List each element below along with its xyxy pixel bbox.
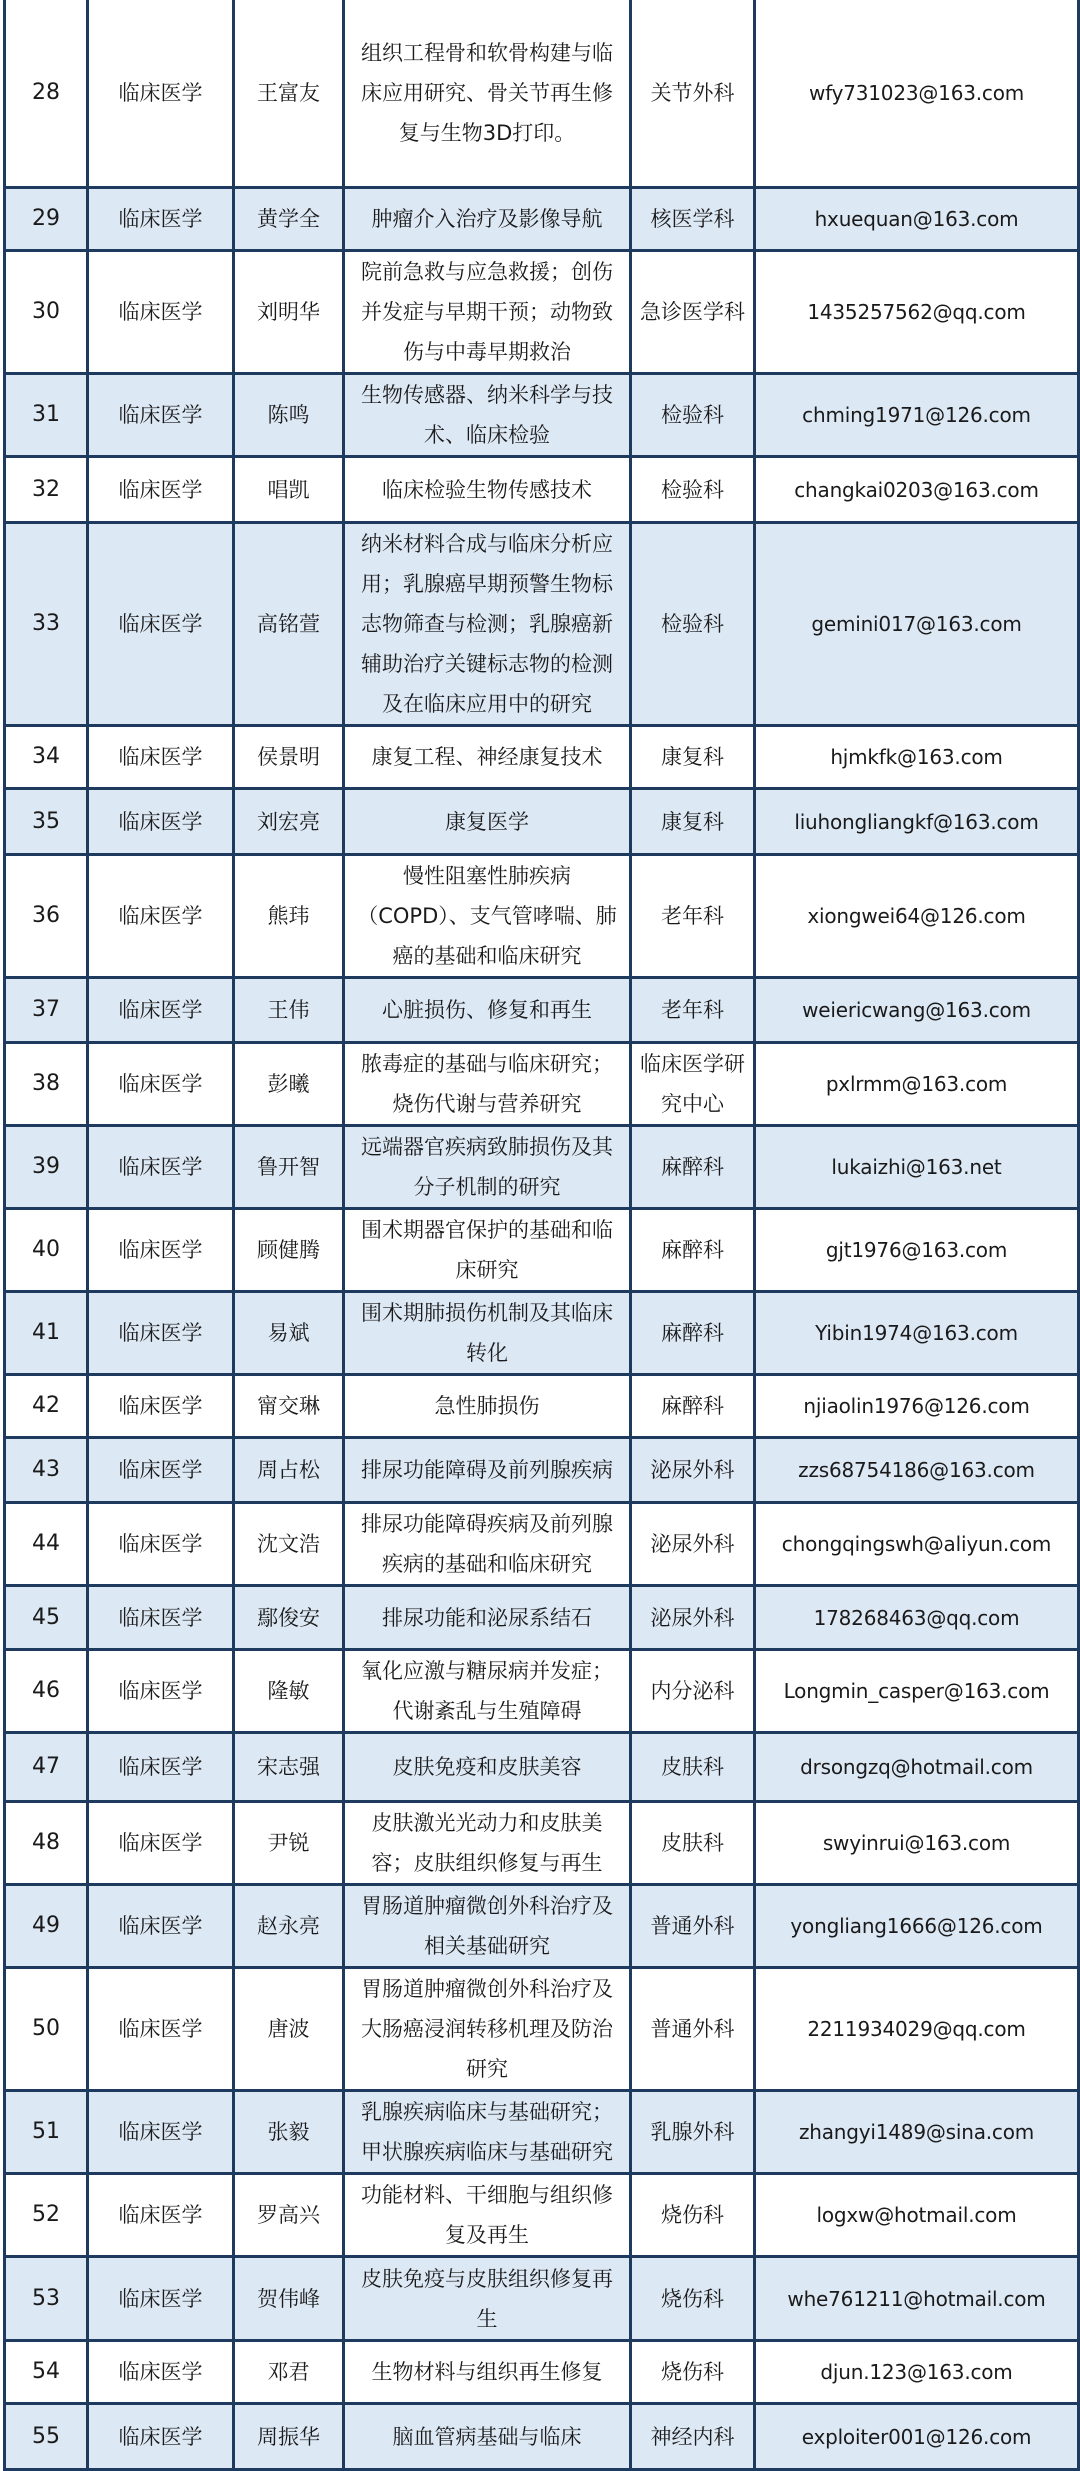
table-row [5,1292,1079,1375]
table-row [5,2257,1079,2341]
row-number: 36 [5,855,88,978]
research-topic-cell: 康复医学 [344,789,631,855]
table-row [5,1043,1079,1126]
department-cell: 老年科 [631,855,755,978]
discipline-cell: 临床医学 [88,0,234,188]
discipline-cell: 临床医学 [88,1503,234,1586]
name-cell: 陈鸣 [234,374,344,457]
research-topic-cell: 功能材料、干细胞与组织修复及再生 [344,2174,631,2257]
discipline-cell: 临床医学 [88,1650,234,1733]
name-cell: 周占松 [234,1438,344,1503]
email-cell[interactable]: 1435257562@qq.com [755,251,1079,374]
row-number: 52 [5,2174,88,2257]
row-number: 35 [5,789,88,855]
name-cell: 赵永亮 [234,1885,344,1968]
row-number: 53 [5,2257,88,2341]
email-cell[interactable]: exploiter001@126.com [755,2404,1079,2470]
name-cell: 王富友 [234,0,344,188]
research-topic-cell: 肿瘤介入治疗及影像导航 [344,188,631,251]
department-cell: 烧伤科 [631,2174,755,2257]
name-cell: 沈文浩 [234,1503,344,1586]
table-row [5,855,1079,978]
research-topic-cell: 排尿功能障碍疾病及前列腺疾病的基础和临床研究 [344,1503,631,1586]
name-cell: 彭曦 [234,1043,344,1126]
department-cell: 老年科 [631,978,755,1043]
discipline-cell: 临床医学 [88,523,234,726]
row-number: 55 [5,2404,88,2470]
discipline-cell: 临床医学 [88,1968,234,2091]
department-cell: 内分泌科 [631,1650,755,1733]
research-topic-cell: 急性肺损伤 [344,1375,631,1438]
email-cell[interactable]: pxlrmm@163.com [755,1043,1079,1126]
research-topic-cell: 排尿功能和泌尿系结石 [344,1586,631,1650]
research-topic-cell: 皮肤免疫和皮肤美容 [344,1733,631,1802]
email-cell[interactable]: gjt1976@163.com [755,1209,1079,1292]
name-cell: 贺伟峰 [234,2257,344,2341]
department-cell: 普通外科 [631,1968,755,2091]
table-row [5,523,1079,726]
research-topic-cell: 脑血管病基础与临床 [344,2404,631,2470]
researcher-table [3,0,1080,2471]
research-topic-cell: 围术期器官保护的基础和临床研究 [344,1209,631,1292]
discipline-cell: 临床医学 [88,1586,234,1650]
name-cell: 鄢俊安 [234,1586,344,1650]
table-row [5,789,1079,855]
researcher-table-container [3,0,1077,2471]
department-cell: 检验科 [631,457,755,523]
research-topic-cell: 组织工程骨和软骨构建与临床应用研究、骨关节再生修复与生物3D打印。 [344,0,631,188]
table-row [5,1650,1079,1733]
row-number: 42 [5,1375,88,1438]
name-cell: 甯交琳 [234,1375,344,1438]
research-topic-cell: 康复工程、神经康复技术 [344,726,631,789]
discipline-cell: 临床医学 [88,855,234,978]
table-row [5,1586,1079,1650]
department-cell: 皮肤科 [631,1802,755,1885]
name-cell: 侯景明 [234,726,344,789]
name-cell: 易斌 [234,1292,344,1375]
email-cell[interactable]: 178268463@qq.com [755,1586,1079,1650]
row-number: 34 [5,726,88,789]
research-topic-cell: 临床检验生物传感技术 [344,457,631,523]
department-cell: 泌尿外科 [631,1438,755,1503]
discipline-cell: 临床医学 [88,1802,234,1885]
name-cell: 鲁开智 [234,1126,344,1209]
department-cell: 麻醉科 [631,1209,755,1292]
department-cell: 麻醉科 [631,1292,755,1375]
email-cell[interactable]: zhangyi1489@sina.com [755,2091,1079,2174]
name-cell: 黄学全 [234,188,344,251]
department-cell: 麻醉科 [631,1375,755,1438]
row-number: 44 [5,1503,88,1586]
row-number: 47 [5,1733,88,1802]
table-row [5,0,1079,188]
table-row [5,1503,1079,1586]
name-cell: 熊玮 [234,855,344,978]
row-number: 41 [5,1292,88,1375]
table-row [5,726,1079,789]
row-number: 30 [5,251,88,374]
email-cell[interactable]: njiaolin1976@126.com [755,1375,1079,1438]
department-cell: 核医学科 [631,188,755,251]
name-cell: 罗高兴 [234,2174,344,2257]
discipline-cell: 临床医学 [88,374,234,457]
name-cell: 王伟 [234,978,344,1043]
research-topic-cell: 慢性阻塞性肺疾病（COPD）、支气管哮喘、肺癌的基础和临床研究 [344,855,631,978]
email-cell[interactable]: weiericwang@163.com [755,978,1079,1043]
discipline-cell: 临床医学 [88,2174,234,2257]
discipline-cell: 临床医学 [88,1733,234,1802]
name-cell: 宋志强 [234,1733,344,1802]
email-cell[interactable]: yongliang1666@126.com [755,1885,1079,1968]
name-cell: 邓君 [234,2341,344,2404]
table-row [5,1126,1079,1209]
table-row [5,2174,1079,2257]
row-number: 43 [5,1438,88,1503]
email-cell[interactable]: 2211934029@qq.com [755,1968,1079,2091]
row-number: 50 [5,1968,88,2091]
department-cell: 临床医学研究中心 [631,1043,755,1126]
research-topic-cell: 氧化应激与糖尿病并发症；代谢紊乱与生殖障碍 [344,1650,631,1733]
research-topic-cell: 脓毒症的基础与临床研究；烧伤代谢与营养研究 [344,1043,631,1126]
research-topic-cell: 排尿功能障碍及前列腺疾病 [344,1438,631,1503]
table-row [5,978,1079,1043]
table-row [5,1375,1079,1438]
discipline-cell: 临床医学 [88,251,234,374]
row-number: 39 [5,1126,88,1209]
department-cell: 检验科 [631,523,755,726]
table-row [5,2091,1079,2174]
email-cell[interactable]: chongqingswh@aliyun.com [755,1503,1079,1586]
email-cell[interactable]: Longmin_casper@163.com [755,1650,1079,1733]
name-cell: 顾健腾 [234,1209,344,1292]
department-cell: 麻醉科 [631,1126,755,1209]
table-row [5,457,1079,523]
email-cell[interactable]: Yibin1974@163.com [755,1292,1079,1375]
email-cell[interactable]: chming1971@126.com [755,374,1079,457]
discipline-cell: 临床医学 [88,978,234,1043]
discipline-cell: 临床医学 [88,1126,234,1209]
department-cell: 急诊医学科 [631,251,755,374]
discipline-cell: 临床医学 [88,1292,234,1375]
table-row [5,1438,1079,1503]
row-number: 46 [5,1650,88,1733]
discipline-cell: 临床医学 [88,2257,234,2341]
email-cell[interactable]: whe761211@hotmail.com [755,2257,1079,2341]
table-row [5,1968,1079,2091]
research-topic-cell: 心脏损伤、修复和再生 [344,978,631,1043]
table-row [5,374,1079,457]
table-row [5,1802,1079,1885]
name-cell: 尹锐 [234,1802,344,1885]
research-topic-cell: 纳米材料合成与临床分析应用；乳腺癌早期预警生物标志物筛查与检测；乳腺癌新辅助治疗关键标志物的检测及在临床应用中的研究 [344,523,631,726]
email-cell[interactable]: changkai0203@163.com [755,457,1079,523]
row-number: 54 [5,2341,88,2404]
table-row [5,1885,1079,1968]
name-cell: 刘宏亮 [234,789,344,855]
name-cell: 唐波 [234,1968,344,2091]
email-cell[interactable]: gemini017@163.com [755,523,1079,726]
department-cell: 乳腺外科 [631,2091,755,2174]
row-number: 45 [5,1586,88,1650]
table-row [5,1733,1079,1802]
table-body [5,0,1079,2470]
email-cell[interactable]: drsongzq@hotmail.com [755,1733,1079,1802]
department-cell: 神经内科 [631,2404,755,2470]
discipline-cell: 临床医学 [88,1885,234,1968]
email-cell[interactable]: swyinrui@163.com [755,1802,1079,1885]
department-cell: 泌尿外科 [631,1586,755,1650]
research-topic-cell: 胃肠道肿瘤微创外科治疗及相关基础研究 [344,1885,631,1968]
discipline-cell: 临床医学 [88,457,234,523]
discipline-cell: 临床医学 [88,2404,234,2470]
email-cell[interactable]: djun.123@163.com [755,2341,1079,2404]
table-row [5,188,1079,251]
discipline-cell: 临床医学 [88,1438,234,1503]
department-cell: 康复科 [631,726,755,789]
department-cell: 检验科 [631,374,755,457]
discipline-cell: 临床医学 [88,1375,234,1438]
department-cell: 普通外科 [631,1885,755,1968]
research-topic-cell: 胃肠道肿瘤微创外科治疗及大肠癌浸润转移机理及防治研究 [344,1968,631,2091]
email-cell[interactable]: hxuequan@163.com [755,188,1079,251]
discipline-cell: 临床医学 [88,188,234,251]
row-number: 40 [5,1209,88,1292]
row-number: 28 [5,0,88,188]
department-cell: 关节外科 [631,0,755,188]
discipline-cell: 临床医学 [88,1043,234,1126]
row-number: 51 [5,2091,88,2174]
research-topic-cell: 生物材料与组织再生修复 [344,2341,631,2404]
department-cell: 康复科 [631,789,755,855]
row-number: 48 [5,1802,88,1885]
discipline-cell: 临床医学 [88,1209,234,1292]
row-number: 31 [5,374,88,457]
discipline-cell: 临床医学 [88,2091,234,2174]
name-cell: 隆敏 [234,1650,344,1733]
row-number: 49 [5,1885,88,1968]
table-row [5,2341,1079,2404]
research-topic-cell: 围术期肺损伤机制及其临床转化 [344,1292,631,1375]
name-cell: 刘明华 [234,251,344,374]
department-cell: 烧伤科 [631,2341,755,2404]
table-row [5,1209,1079,1292]
department-cell: 皮肤科 [631,1733,755,1802]
discipline-cell: 临床医学 [88,2341,234,2404]
research-topic-cell: 皮肤激光光动力和皮肤美容；皮肤组织修复与再生 [344,1802,631,1885]
research-topic-cell: 远端器官疾病致肺损伤及其分子机制的研究 [344,1126,631,1209]
department-cell: 烧伤科 [631,2257,755,2341]
row-number: 32 [5,457,88,523]
discipline-cell: 临床医学 [88,789,234,855]
name-cell: 张毅 [234,2091,344,2174]
email-cell[interactable]: logxw@hotmail.com [755,2174,1079,2257]
email-cell[interactable]: xiongwei64@126.com [755,855,1079,978]
table-row [5,251,1079,374]
research-topic-cell: 皮肤免疫与皮肤组织修复再生 [344,2257,631,2341]
row-number: 38 [5,1043,88,1126]
table-row [5,2404,1079,2470]
research-topic-cell: 生物传感器、纳米科学与技术、临床检验 [344,374,631,457]
name-cell: 高铭萱 [234,523,344,726]
row-number: 33 [5,523,88,726]
research-topic-cell: 院前急救与应急救援；创伤并发症与早期干预；动物致伤与中毒早期救治 [344,251,631,374]
row-number: 29 [5,188,88,251]
email-cell[interactable]: zzs68754186@163.com [755,1438,1079,1503]
name-cell: 周振华 [234,2404,344,2470]
research-topic-cell: 乳腺疾病临床与基础研究；甲状腺疾病临床与基础研究 [344,2091,631,2174]
discipline-cell: 临床医学 [88,726,234,789]
email-cell[interactable]: hjmkfk@163.com [755,726,1079,789]
email-cell[interactable]: wfy731023@163.com [755,0,1079,188]
email-cell[interactable]: lukaizhi@163.net [755,1126,1079,1209]
name-cell: 唱凯 [234,457,344,523]
row-number: 37 [5,978,88,1043]
email-cell[interactable]: liuhongliangkf@163.com [755,789,1079,855]
department-cell: 泌尿外科 [631,1503,755,1586]
